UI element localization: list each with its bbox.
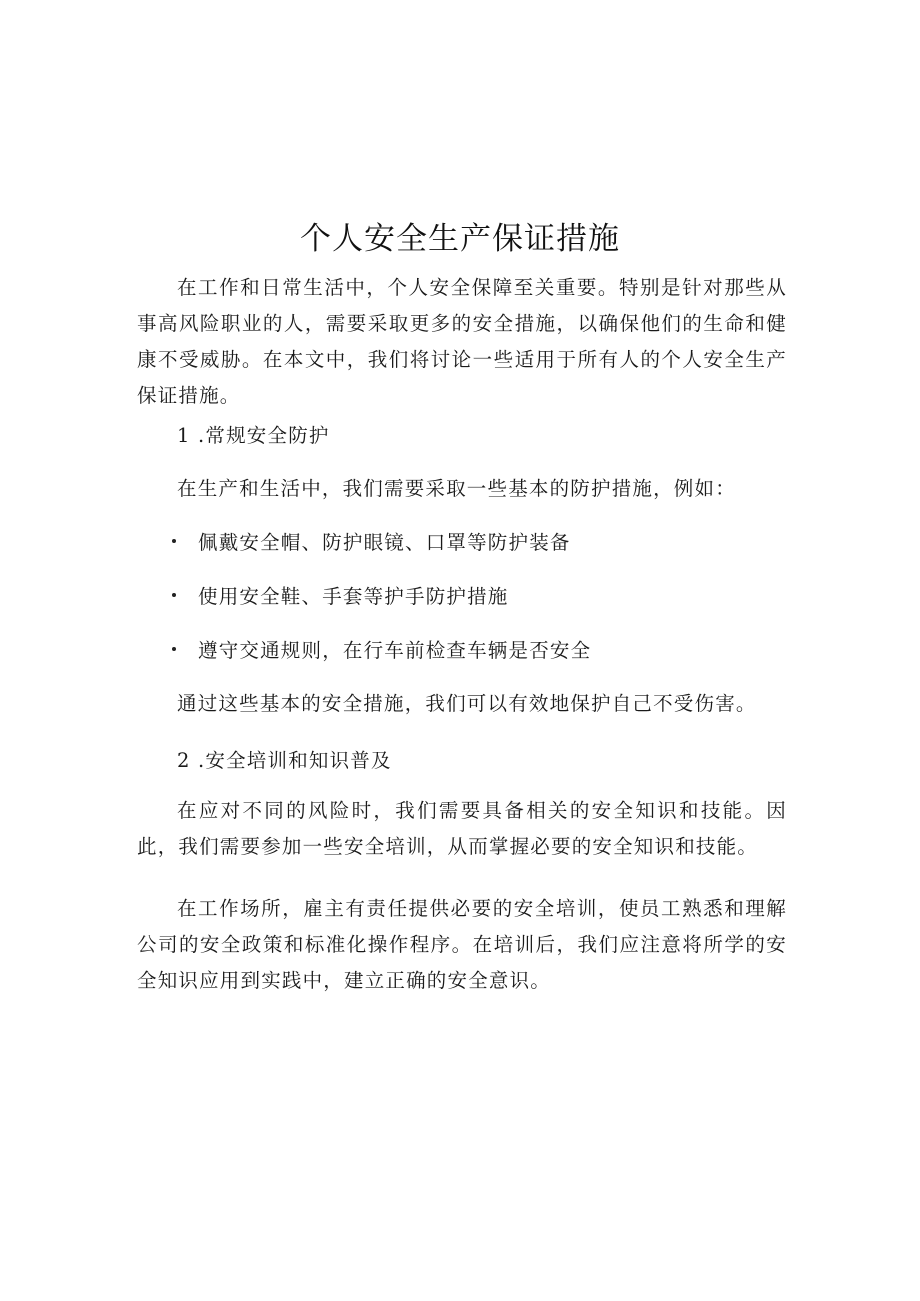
list-item [172,635,591,663]
bullet-icon [172,593,176,597]
list-item [172,581,509,609]
section1-heading: 1 .常规安全防护 [177,424,330,447]
intro-paragraph: 在工作和日常生活中，个人安全保障至关重要。特别是针对那些从事高风险职业的人，需要采取更多的安全措施，以确保他们的生命和健康不受威胁。在本文中，我们将讨论一些适用于所有人的个人安全生产保证措施。 [137,276,787,407]
document-title: 个人安全生产保证措施 [300,221,620,257]
list-item [172,527,571,555]
bullet-text: 使用安全鞋、手套等护手防护措施 [198,585,509,608]
section2-heading: 2 .安全培训和知识普及 [177,749,392,772]
bullet-text: 遵守交通规则，在行车前检查车辆是否安全 [198,639,592,662]
bullet-icon [172,539,176,543]
bullet-icon [172,647,176,651]
section1-lead: 在生产和生活中，我们需要采取一些基本的防护措施，例如： [177,477,736,500]
section2-paragraph-1: 在应对不同的风险时，我们需要具备相关的安全知识和技能。因此，我们需要参加一些安全培训，从而掌握必要的安全知识和技能。 [137,799,787,858]
section1-conclusion: 通过这些基本的安全措施，我们可以有效地保护自己不受伤害。 [177,692,757,715]
bullet-text: 佩戴安全帽、防护眼镜、口罩等防护装备 [198,531,571,554]
section2-paragraph-2: 在工作场所，雇主有责任提供必要的安全培训，使员工熟悉和理解公司的安全政策和标准化操作程序。在培训后，我们应注意将所学的安全知识应用到实践中，建立正确的安全意识。 [137,897,787,992]
